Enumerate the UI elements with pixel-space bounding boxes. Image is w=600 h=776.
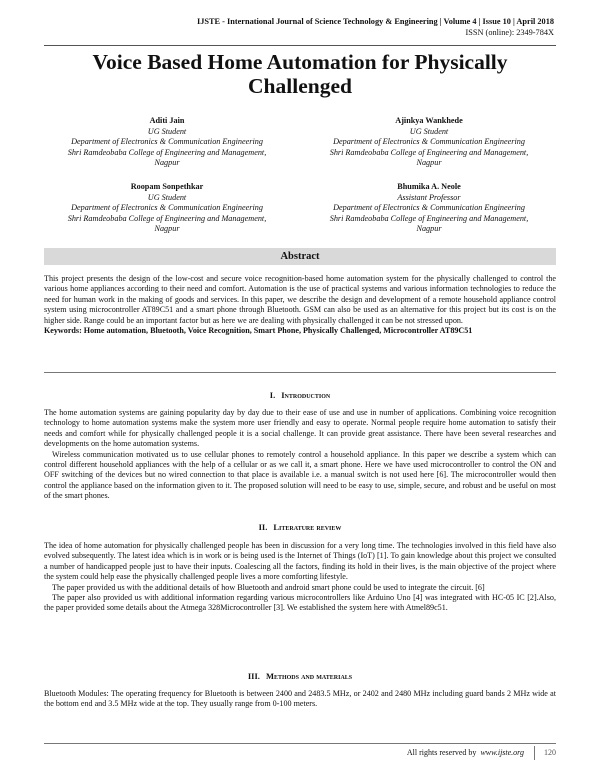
section-number: II. [258, 522, 268, 532]
abstract-divider [44, 372, 556, 373]
author-city: Nagpur [154, 158, 180, 168]
footer-divider [44, 743, 556, 744]
paragraph: The paper provided us with the additional details of how Bluetooth and android smart phone could be used to integrate the circuit. [6] [52, 582, 485, 592]
author-institution: Shri Ramdeobaba College of Engineering and Management, [329, 213, 529, 223]
author-name: Ajinkya Wankhede [395, 116, 463, 125]
page-footer [407, 746, 556, 760]
abstract-body [44, 274, 556, 336]
title-line-1: Voice Based Home Automation for Physically [92, 50, 508, 74]
section-body-literature-review [44, 541, 556, 614]
author-block [42, 182, 292, 235]
section-title: Literature review [273, 522, 342, 532]
rights-text: All rights reserved by [406, 748, 477, 757]
author-city: Nagpur [416, 158, 442, 168]
issn-line: ISSN (online): 2349-784X [465, 28, 554, 37]
author-name: Bhumika A. Neole [397, 182, 461, 191]
paper-title [30, 50, 570, 98]
section-number: I. [269, 390, 276, 400]
keywords: Keywords: Home automation, Bluetooth, Voice Recognition, Smart Phone, Physically Challenged, Microcontroller AT89C51 [44, 326, 473, 336]
author-block [304, 182, 554, 235]
section-title: Methods and materials [265, 671, 353, 681]
abstract-heading: Abstract [44, 248, 556, 265]
header-divider [44, 45, 556, 46]
author-department: Department of Electronics & Communication Engineering [71, 137, 263, 147]
author-institution: Shri Ramdeobaba College of Engineering and Management, [67, 213, 267, 223]
abstract-text: This project presents the design of the low-cost and secure voice recognition-based home automation system for the physically challenged to control the various home appliances according to their need and comfort. Automation is the use of practical systems and various information technologies to reduce the need for human work in the making of goods and services. In this paper, we describe the design and development of a remote household appliance control system using microcontroller AT89C51 and a smart phone through Bluetooth. GSM can also be used as an alternative for this project but its cost is on the higher side. Range could be an important factor but as here we are dealing with physically challenged it can be not stressed upon. [44, 274, 556, 325]
author-role: UG Student [147, 192, 187, 202]
title-line-2: Challenged [248, 74, 352, 98]
author-department: Department of Electronics & Communication Engineering [71, 203, 263, 213]
section-heading-methods [44, 671, 556, 682]
author-institution: Shri Ramdeobaba College of Engineering and Management, [329, 147, 529, 157]
paragraph: The paper also provided us with additional information regarding various microcontrollers like Arduino Uno [4] was integrated with HC-05 IC [2].Also, the paper provided some details about the Atmega 328Microcontroller [3]. We established the system here with Atmel89c51. [44, 593, 556, 613]
journal-website-link[interactable]: www.ijste.org [480, 748, 524, 757]
author-role: UG Student [409, 126, 449, 136]
section-title: Introduction [281, 390, 331, 400]
author-name: Aditi Jain [149, 116, 185, 125]
paragraph: Bluetooth Modules: The operating frequency for Bluetooth is between 2400 and 2483.5 MHz, or 2402 and 2480 MHz including guard bands 2 MHz wide at the bottom end and 3.5 MHz wide at the top. They usually range from 0-100 meters. [44, 689, 556, 709]
author-role: UG Student [147, 126, 187, 136]
section-body-introduction [44, 408, 556, 502]
author-role: Assistant Professor [397, 192, 461, 202]
author-city: Nagpur [154, 224, 180, 234]
section-heading-literature-review [44, 522, 556, 533]
paragraph: The home automation systems are gaining popularity day by day due to their ease of use and use in number of applications. Combining voice recognition technology to home automation systems make the system more user friendly and easy to operate. Normal people require home automation to satisfy their needs and comfort while for physically challenged people it is a social challenge. It can provide great assistance. There have been several researches and developments on the home automation systems. [44, 408, 556, 449]
author-department: Department of Electronics & Communication Engineering [333, 203, 525, 213]
author-name: Roopam Sonpethkar [130, 182, 204, 191]
paragraph: Wireless communication motivated us to use cellular phones to remotely control a household appliance. In this paper we describe a system which can control different household appliances with the help of a cellular or as we call it, a smart phone. Here we have used microcontroller to control the ON and OFF switching of the devices but no wired connection to that place is available i.e. a manual switch is not used here [6]. The microcontroller would then control the appliance based on the information given to it. The proposed solution will need to be easy to use, simple, secure, and robust and be useful on most of the smart phones. [44, 449, 556, 501]
author-block [42, 116, 292, 169]
author-city: Nagpur [416, 224, 442, 234]
section-body-methods [44, 689, 556, 710]
author-department: Department of Electronics & Communication Engineering [333, 137, 525, 147]
section-heading-introduction [44, 390, 556, 401]
journal-header [197, 16, 554, 38]
section-number: III. [247, 671, 260, 681]
journal-line: IJSTE - International Journal of Science Technology & Engineering | Volume 4 | Issue 10 | April 2018 [197, 17, 554, 26]
author-institution: Shri Ramdeobaba College of Engineering and Management, [67, 147, 267, 157]
page-number: 120 [534, 746, 556, 760]
author-block [304, 116, 554, 169]
paragraph: The idea of home automation for physically challenged people has been in discussion for a very long time. The technologies involved in this field have also evolved subsequently. The latest idea which is in work or is being used is the Internet of Things (IoT) [1]. To gain knowledge about this project we consulted a number of handicapped people just to have their inputs. Coalescing all the factors, finding its hold in their lives, is the main objective of the project where the system could help ease the physically challenged people lives a more comforting lifestyle. [44, 541, 556, 582]
